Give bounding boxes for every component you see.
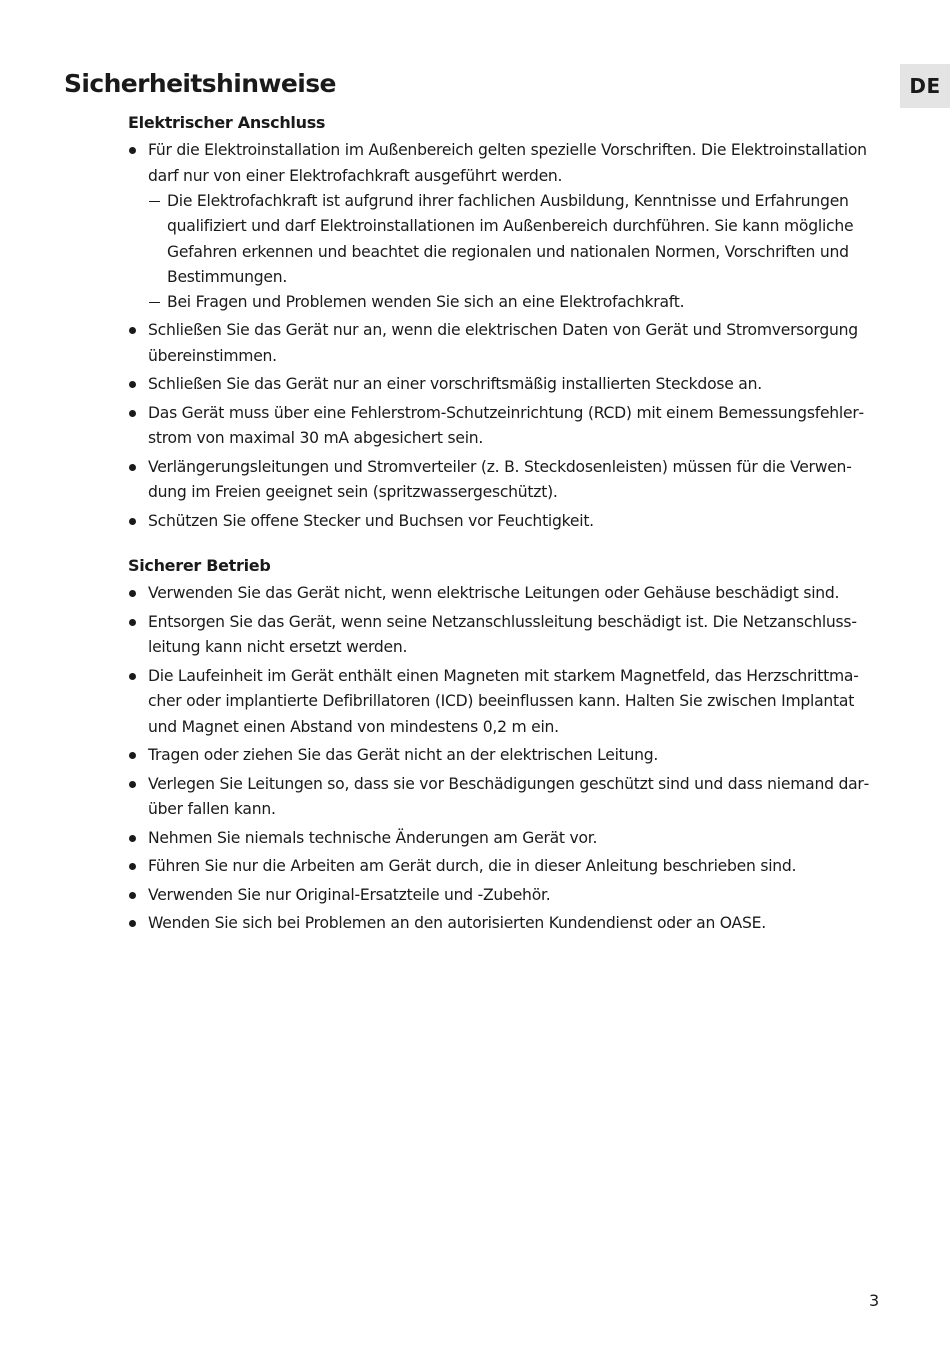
list-item xyxy=(128,138,880,315)
list-item: Das Gerät muss über eine Fehlerstrom-Schutzeinrichtung (RCD) mit einem Bemessungsfehlerstrom von maximal 30 mA abgesichert sein. xyxy=(128,401,880,452)
list-item: Führen Sie nur die Arbeiten am Gerät durch, die in dieser Anleitung beschrieben sind. xyxy=(128,854,880,880)
list-item: Wenden Sie sich bei Problemen an den autorisierten Kundendienst oder an OASE. xyxy=(128,911,880,937)
bullet-list xyxy=(128,138,880,534)
list-item-text: Für die Elektroinstallation im Außenbereich gelten spezielle Vorschriften. Die Elektroinstallation darf nur von einer Elektrofachkraft ausgeführt werden. xyxy=(148,141,867,185)
list-item: Tragen oder ziehen Sie das Gerät nicht an der elektrischen Leitung. xyxy=(128,743,880,769)
page-title: Sicherheitshinweise xyxy=(64,69,336,98)
section-heading: Elektrischer Anschluss xyxy=(128,113,326,132)
language-tab: DE xyxy=(900,64,950,108)
bullet-list xyxy=(128,581,880,937)
list-item: Verlängerungsleitungen und Stromverteiler (z. B. Steckdosenleisten) müssen für die Verwendung im Freien geeignet sein (spritzwassergeschützt). xyxy=(128,455,880,506)
list-item: Verwenden Sie das Gerät nicht, wenn elektrische Leitungen oder Gehäuse beschädigt sind. xyxy=(128,581,880,607)
section-heading: Sicherer Betrieb xyxy=(128,556,271,576)
list-item: Die Laufeinheit im Gerät enthält einen Magneten mit starkem Magnetfeld, das Herzschrittmacher oder implantierte Defibrillatoren (ICD) beeinflussen kann. Halten Sie zwischen Implantat und Magnet einen Abstand von mindestens 0,2 m ein. xyxy=(128,664,880,741)
list-item: Schützen Sie offene Stecker und Buchsen vor Feuchtigkeit. xyxy=(128,509,880,535)
section-safe-operation xyxy=(128,553,880,937)
document-body xyxy=(128,110,880,940)
sub-list-item: Die Elektrofachkraft ist aufgrund ihrer fachlichen Ausbildung, Kenntnisse und Erfahrungen qualifiziert und darf Elektroinstallationen im Außenbereich durchführen. Sie kann mögliche Gefahren erkennen und beachtet die regionalen und nationalen Normen, Vorschriften und Bestimmungen. xyxy=(148,189,880,290)
list-item: Entsorgen Sie das Gerät, wenn seine Netzanschlussleitung beschädigt ist. Die Netzanschlussleitung kann nicht ersetzt werden. xyxy=(128,610,880,661)
section-electrical-connection xyxy=(128,110,880,534)
list-item: Nehmen Sie niemals technische Änderungen am Gerät vor. xyxy=(128,826,880,852)
sub-list xyxy=(148,189,880,315)
page-number: 3 xyxy=(869,1291,880,1310)
list-item: Verwenden Sie nur Original-Ersatzteile und -Zubehör. xyxy=(128,883,880,909)
sub-list-item: Bei Fragen und Problemen wenden Sie sich an eine Elektrofachkraft. xyxy=(148,290,880,315)
list-item: Schließen Sie das Gerät nur an einer vorschriftsmäßig installierten Steckdose an. xyxy=(128,372,880,398)
list-item: Verlegen Sie Leitungen so, dass sie vor Beschädigungen geschützt sind und dass niemand darüber fallen kann. xyxy=(128,772,880,823)
list-item: Schließen Sie das Gerät nur an, wenn die elektrischen Daten von Gerät und Stromversorgung übereinstimmen. xyxy=(128,318,880,369)
